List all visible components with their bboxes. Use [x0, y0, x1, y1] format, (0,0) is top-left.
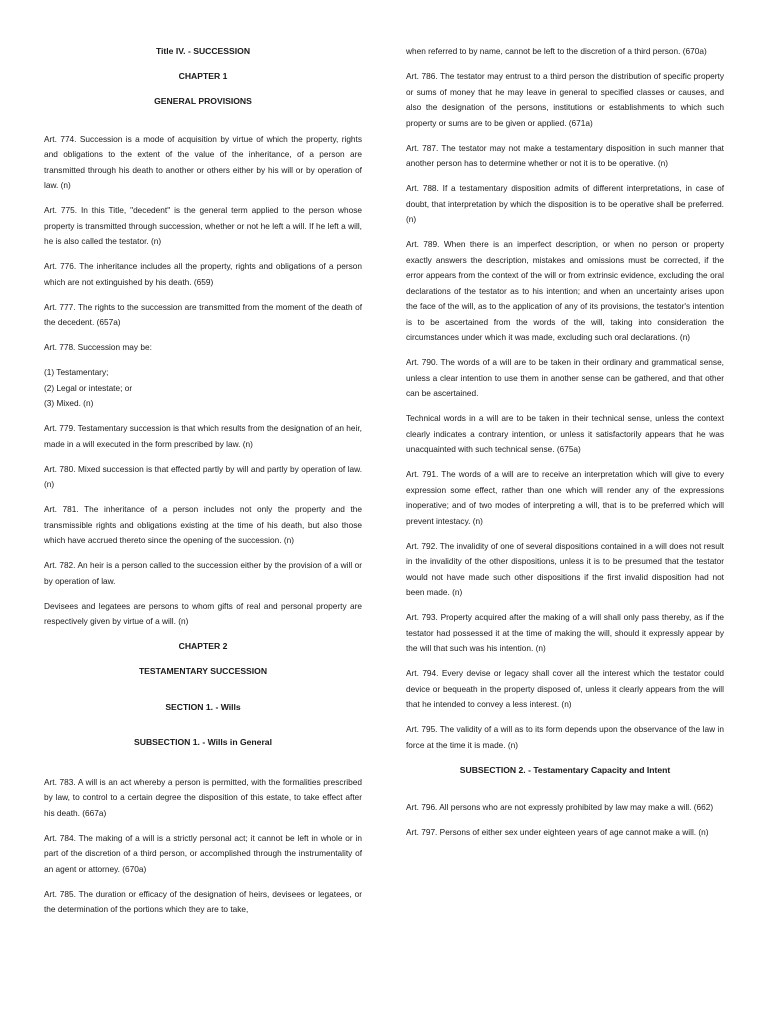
article-778-list — [44, 365, 362, 412]
subsection-2-heading: SUBSECTION 2. - Testamentary Capacity and Intent — [459, 764, 671, 775]
article-788: Art. 788. If a testamentary disposition admits of different interpretations, in case of doubt, that interpretation by which the disposition is to be operative shall be preferred. (n) — [406, 183, 724, 224]
article-778: Art. 778. Succession may be: — [44, 342, 152, 352]
article-779: Art. 779. Testamentary succession is that which results from the designation of an heir, made in a will executed in the form prescribed by law. (n) — [44, 423, 362, 449]
article-792: Art. 792. The invalidity of one of several dispositions contained in a will does not result in the invalidity of the other dispositions, unless it is to be presumed that the testator would not have made such other dispositions if the first invalid disposition had not been made. (n) — [406, 540, 724, 597]
article-781: Art. 781. The inheritance of a person includes not only the property and the transmissible rights and obligations existing at the time of his death, but also those which have accrued thereto since the opening of the succession. (n) — [44, 504, 362, 545]
chapter-2-heading: CHAPTER 2 — [178, 641, 228, 651]
title-heading: Title IV. - SUCCESSION — [155, 46, 251, 56]
article-791: Art. 791. The words of a will are to receive an interpretation which will give to every expression some effect, rather than one which will render any of the expressions inoperative; and of two modes of interpreting a will, that is to be preferred which will prevent intestacy. (n) — [406, 469, 724, 526]
article-787: Art. 787. The testator may not make a testamentary disposition in such manner that another person has to determine whether or not it is to be operative. (n) — [406, 142, 724, 168]
article-780: Art. 780. Mixed succession is that effected partly by will and partly by operation of law. (n) — [44, 463, 362, 489]
chapter-2-name: TESTAMENTARY SUCCESSION — [138, 666, 268, 676]
article-793: Art. 793. Property acquired after the making of a will shall only pass thereby, as if the testator had possessed it at the time of making the will, should it expressly appear by the will that such was his intention. (n) — [406, 612, 724, 653]
article-797: Art. 797. Persons of either sex under eighteen years of age cannot make a will. (n) — [406, 827, 709, 837]
subsection-1-heading: SUBSECTION 1. - Wills in General — [134, 737, 272, 747]
article-776: Art. 776. The inheritance includes all the property, rights and obligations of a person which are not extinguished by his death. (659) — [44, 261, 362, 287]
list-item: (1) Testamentary; — [44, 367, 109, 377]
technical-words-paragraph: Technical words in a will are to be taken in their technical sense, unless the context clearly indicates a contrary intention, or unless it satisfactorily appears that he was unacquainted with such technical sense. (675a) — [406, 413, 724, 454]
article-786: Art. 786. The testator may entrust to a third person the distribution of specific property or sums of money that he may leave in general to specified classes or causes, and also the designation of the persons, institutions or establishments to which such property or sums are to be given or applied. (671a) — [406, 71, 724, 128]
article-783: Art. 783. A will is an act whereby a person is permitted, with the formalities prescribed by law, to control to a certain degree the disposition of this estate, to take effect after his death. (667a) — [44, 776, 362, 818]
article-784: Art. 784. The making of a will is a strictly personal act; it cannot be left in whole or in part of the discretion of a third person, or accomplished through the instrumentality of an agent or attorney. (670a) — [44, 832, 362, 874]
article-796: Art. 796. All persons who are not expressly prohibited by law may make a will. (662) — [406, 802, 714, 812]
list-item: (2) Legal or intestate; or — [44, 382, 133, 393]
list-item: (3) Mixed. (n) — [44, 398, 94, 408]
article-782: Art. 782. An heir is a person called to the succession either by the provision of a will or by operation of law. — [44, 560, 362, 586]
chapter-1-name: GENERAL PROVISIONS — [154, 96, 252, 106]
article-777: Art. 777. The rights to the succession are transmitted from the moment of the death of the decedent. (657a) — [44, 301, 362, 327]
article-789: Art. 789. When there is an imperfect description, or when no person or property exactly answers the description, mistakes and omissions must be corrected, if the error appears from the context of the will or from extrinsic evidence, excluding the oral declarations of the testator as to his intention; and when an uncertainty arises upon the face of the will, as to the application of any of its provisions, the testator's intention is to be ascertained from the words of the will, taking into consideration the circumstances under which it was made, excluding such oral declarations. (n) — [406, 239, 724, 342]
article-794: Art. 794. Every devise or legacy shall cover all the interest which the testator could device or bequeath in the property disposed of, unless it clearly appears from the will that he intended to convey a less interest. (n) — [406, 668, 724, 709]
article-795: Art. 795. The validity of a will as to its form depends upon the observance of the law in force at the time it is made. (n) — [406, 724, 724, 750]
devisees-paragraph: Devisees and legatees are persons to whom gifts of real and personal property are respectively given by virtue of a will. (n) — [44, 600, 362, 626]
chapter-1-heading: CHAPTER 1 — [178, 71, 228, 81]
left-column — [44, 44, 362, 927]
article-774: Art. 774. Succession is a mode of acquisition by virtue of which the property, rights and obligations to the extent of the value of the inheritance, of a person are transmitted through his death to another or others either by his will or by operation of law. (n) — [44, 133, 362, 190]
article-785: Art. 785. The duration or efficacy of the designation of heirs, devisees or legatees, or the determination of the portions which they are to take, — [44, 888, 362, 914]
section-1-heading: SECTION 1. - Wills — [165, 701, 241, 712]
article-790: Art. 790. The words of a will are to be taken in their ordinary and grammatical sense, unless a clear intention to use them in another sense can be gathered, and that other can be ascertained. — [406, 357, 724, 398]
article-785-continued: when referred to by name, cannot be left to the discretion of a third person. (670a) — [406, 46, 707, 56]
right-column — [406, 44, 724, 850]
article-775: Art. 775. In this Title, "decedent" is the general term applied to the person whose property is transmitted through succession, whether or not he left a will. If he left a will, he is also called the testator. (n) — [44, 205, 362, 246]
